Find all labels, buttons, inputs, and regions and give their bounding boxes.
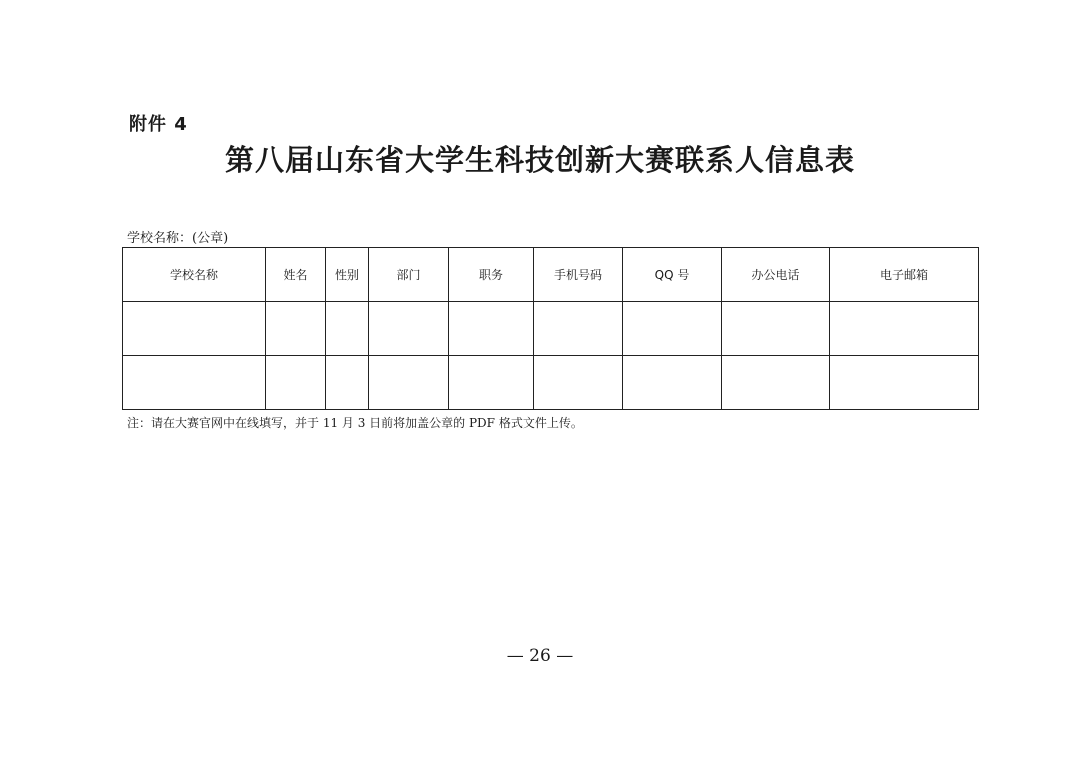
table-header-row (123, 248, 979, 302)
column-header-school-name: 学校名称 (123, 248, 266, 302)
table-cell (623, 302, 722, 356)
column-header-name: 姓名 (266, 248, 326, 302)
column-header-office-phone: 办公电话 (722, 248, 830, 302)
column-header-position: 职务 (449, 248, 534, 302)
table-cell (722, 356, 830, 410)
column-header-email: 电子邮箱 (830, 248, 979, 302)
column-header-mobile: 手机号码 (534, 248, 623, 302)
table-cell (623, 356, 722, 410)
school-name-line: 学校名称：(公章) (127, 231, 229, 246)
table-cell (326, 356, 369, 410)
table-cell (449, 302, 534, 356)
table-cell (534, 302, 623, 356)
table-cell (830, 302, 979, 356)
table-cell (326, 302, 369, 356)
table-cell (266, 302, 326, 356)
column-header-department: 部门 (369, 248, 449, 302)
table-cell (123, 356, 266, 410)
table-cell (369, 356, 449, 410)
table-row (123, 356, 979, 410)
table-row (123, 302, 979, 356)
table-cell (449, 356, 534, 410)
table-cell (266, 356, 326, 410)
page-number: — 26 — (506, 646, 574, 666)
footnote: 注：请在大赛官网中在线填写，并于 11 月 3 日前将加盖公章的 PDF 格式文件上传。 (127, 416, 583, 430)
column-header-qq: QQ 号 (623, 248, 722, 302)
table-cell (369, 302, 449, 356)
page-title: 第八届山东省大学生科技创新大赛联系人信息表 (224, 143, 855, 177)
column-header-gender: 性别 (326, 248, 369, 302)
attachment-label: 附件 4 (129, 114, 188, 135)
table-cell (123, 302, 266, 356)
table-cell (722, 302, 830, 356)
contact-info-table (122, 247, 979, 410)
table-cell (534, 356, 623, 410)
table-cell (830, 356, 979, 410)
